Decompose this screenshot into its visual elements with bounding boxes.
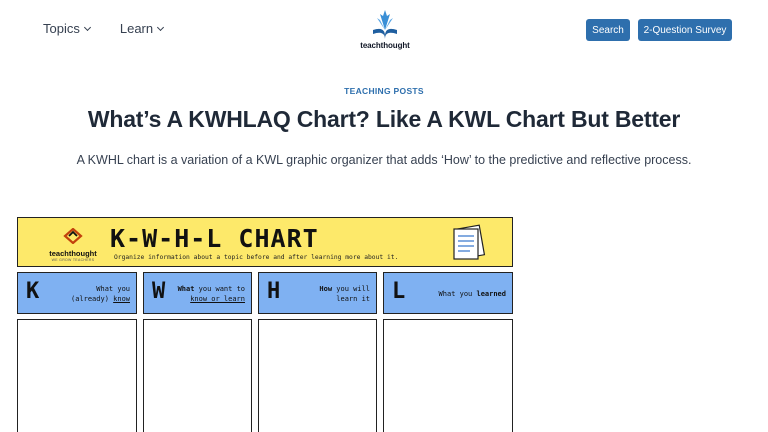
column-l-box [383, 319, 513, 432]
nav-learn-label: Learn [119, 21, 154, 36]
page-title: What’s A KWHLAQ Chart? Like A KWL Chart But Better [87, 106, 681, 132]
column-k-box [17, 319, 137, 432]
teachthought-mark-icon [63, 228, 83, 244]
main-nav [43, 21, 163, 36]
chart-title: K-W-H-L CHART [110, 224, 319, 253]
logo-text: teachthought [360, 41, 410, 50]
post-category[interactable]: TEACHING POSTS [344, 86, 424, 96]
column-h-header [258, 272, 377, 314]
column-k-letter: K [26, 279, 40, 304]
column-w-box [143, 319, 252, 432]
column-h-letter: H [267, 279, 281, 304]
search-button[interactable]: Search [586, 19, 630, 41]
chart-logo [38, 228, 108, 262]
book-feather-icon [368, 8, 402, 42]
chevron-down-icon [157, 23, 164, 30]
column-w-letter: W [152, 279, 166, 304]
chart-logo-text: teachthought [49, 249, 97, 258]
page-subtitle: A KWHL chart is a variation of a KWL graphic organizer that adds ‘How’ to the predictive and reflective process. [76, 153, 692, 167]
document-icon [448, 223, 488, 263]
column-k-description: What you (already) know [70, 285, 130, 303]
column-l-description: What you learned [438, 290, 506, 298]
column-w-description: What you want to know or learn [177, 285, 245, 303]
column-w-header [143, 272, 252, 314]
column-l-letter: L [392, 279, 406, 304]
chart-subtitle: Organize information about a topic before and after learning more about it. [114, 254, 399, 261]
kwhl-chart-image [17, 217, 513, 432]
nav-topics-label: Topics [43, 21, 80, 36]
column-h-box [258, 319, 377, 432]
chart-logo-tagline: WE GROW TEACHERS [51, 258, 95, 262]
column-h-description: How you will learn it [319, 285, 370, 303]
nav-learn[interactable] [120, 21, 163, 36]
chart-banner [17, 217, 513, 267]
survey-button[interactable]: 2-Question Survey [638, 19, 732, 41]
nav-topics[interactable] [43, 21, 90, 36]
site-logo[interactable] [355, 8, 415, 50]
column-k-header [17, 272, 137, 314]
column-l-header [383, 272, 513, 314]
chevron-down-icon [84, 23, 91, 30]
